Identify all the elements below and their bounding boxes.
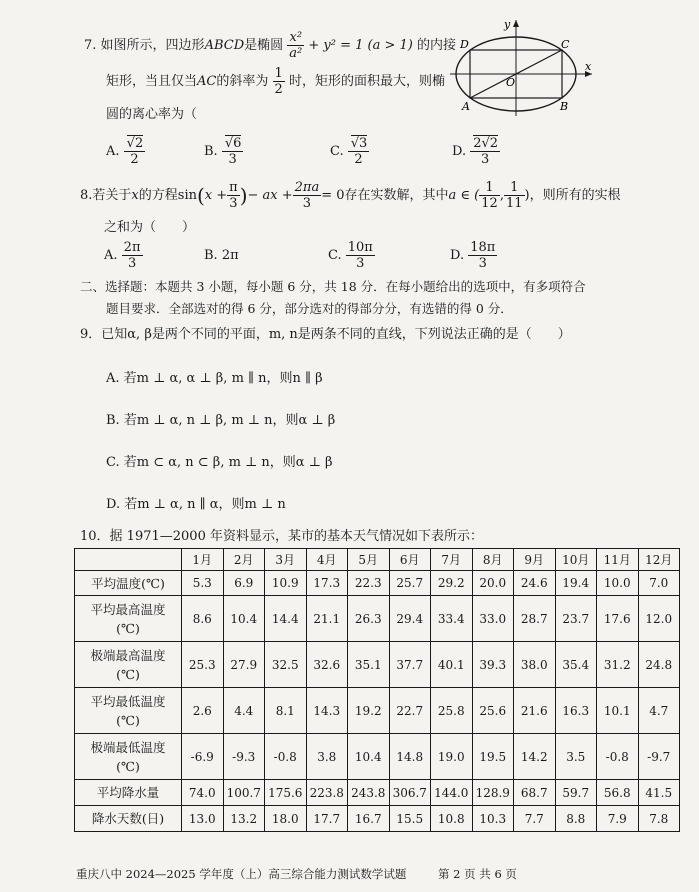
table-cell: 8.6 (182, 596, 224, 642)
table-cell: 19.0 (431, 734, 473, 780)
table-cell: 175.6 (265, 780, 307, 806)
table-cell: 10.1 (597, 688, 639, 734)
table-cell: 14.3 (306, 688, 348, 734)
table-cell: 16.3 (555, 688, 597, 734)
table-cell: 39.3 (472, 642, 514, 688)
table-cell: 6.9 (223, 571, 265, 596)
q8-option-a: A. $\frac{2\pi}{3}$ (104, 240, 141, 271)
table-cell: 25.6 (472, 688, 514, 734)
table-cell: 13.2 (223, 806, 265, 832)
label-x: x (585, 60, 592, 73)
table-row (75, 780, 680, 806)
q7-line3: 圆的离心率为（ (106, 107, 198, 122)
table-cell: -6.9 (182, 734, 224, 780)
q7-line2: 矩形，当且仅当AC的斜率为 $\frac{1}{2}$ 时，矩形的面积最大，则椭 (106, 66, 445, 97)
table-cell: 10.0 (597, 571, 639, 596)
table-cell: 14.8 (389, 734, 431, 780)
table-row (75, 571, 680, 596)
table-cell: 20.0 (472, 571, 514, 596)
ellipse-figure (446, 14, 596, 120)
q8-line1: 8.若关于x的方程sin(x + $\frac{\pi}{3}$ )− ax + $\frac{2\pi a}{3}$ = 0存在实数解，其中a ∈ ( $\frac{1}{12}$ , $\frac{1}{11}$ )，则所有的实根 (80, 180, 621, 211)
table-row (75, 734, 680, 780)
month-header: 5月 (348, 549, 390, 571)
table-cell: 32.5 (265, 642, 307, 688)
table-cell: 7.8 (638, 806, 680, 832)
table-cell: 68.7 (514, 780, 556, 806)
table-cell: 10.4 (223, 596, 265, 642)
table-cell: 8.8 (555, 806, 597, 832)
month-header: 3月 (265, 549, 307, 571)
row-label (75, 734, 182, 780)
table-cell: 13.0 (182, 806, 224, 832)
row-label-line1: 极端最高温度 (90, 647, 166, 663)
table-cell: 10.8 (431, 806, 473, 832)
label-y: y (504, 18, 511, 31)
q9-option-a: A. 若m ⊥ α, α ⊥ β, m ∥ n，则n ∥ β (106, 371, 323, 386)
month-header: 4月 (306, 549, 348, 571)
month-header: 6月 (389, 549, 431, 571)
page-number: 第 2 页 共 6 页 (438, 867, 517, 881)
table-cell: 223.8 (306, 780, 348, 806)
table-cell: 14.2 (514, 734, 556, 780)
table-cell: 4.4 (223, 688, 265, 734)
table-cell: 100.7 (223, 780, 265, 806)
row-label (75, 571, 182, 596)
table-cell: 24.8 (638, 642, 680, 688)
q8-option-c: C. $\frac{10\pi}{3}$ (328, 240, 373, 271)
q7-option-c: C. $\frac{√3}{2}$ (330, 136, 368, 167)
table-cell: 243.8 (348, 780, 390, 806)
row-label-line1: 降水天数(日) (91, 811, 165, 826)
row-label-line1: 极端最低温度 (90, 739, 166, 755)
table-cell: 38.0 (514, 642, 556, 688)
table-cell: -9.7 (638, 734, 680, 780)
table-cell: 37.7 (389, 642, 431, 688)
table-cell: 21.1 (306, 596, 348, 642)
table-cell: 7.7 (514, 806, 556, 832)
month-header: 1月 (182, 549, 224, 571)
table-cell: 22.7 (389, 688, 431, 734)
label-D: D (460, 38, 469, 51)
row-label (75, 642, 182, 688)
q7-option-a: A. $\frac{√2}{2}$ (106, 136, 144, 167)
table-cell: 21.6 (514, 688, 556, 734)
table-cell: 19.5 (472, 734, 514, 780)
table-cell: 25.3 (182, 642, 224, 688)
table-cell: 59.7 (555, 780, 597, 806)
table-cell: 41.5 (638, 780, 680, 806)
table-cell: 17.3 (306, 571, 348, 596)
q9-option-d: D. 若m ⊥ α, n ∥ α，则m ⊥ n (106, 497, 286, 512)
table-cell: 144.0 (431, 780, 473, 806)
weather-table (74, 548, 680, 832)
q8-option-b: B. 2π (204, 248, 239, 263)
table-cell: 27.9 (223, 642, 265, 688)
table-cell: 3.8 (306, 734, 348, 780)
table-cell: 10.3 (472, 806, 514, 832)
table-cell: 17.7 (306, 806, 348, 832)
row-label-unit: (℃) (116, 666, 140, 682)
month-header: 10月 (555, 549, 597, 571)
month-header: 12月 (638, 549, 680, 571)
table-cell: 5.3 (182, 571, 224, 596)
table-cell: 7.9 (597, 806, 639, 832)
table-header-row (75, 549, 680, 571)
label-O: O (506, 76, 516, 89)
month-header: 11月 (597, 549, 639, 571)
row-label-line1: 平均最高温度 (90, 601, 166, 617)
table-cell: 24.6 (514, 571, 556, 596)
table-cell: 74.0 (182, 780, 224, 806)
table-cell: 14.4 (265, 596, 307, 642)
table-cell: 10.9 (265, 571, 307, 596)
table-cell: -9.3 (223, 734, 265, 780)
row-label-line1: 平均温度(℃) (91, 575, 165, 591)
table-cell: 29.4 (389, 596, 431, 642)
footer-title: 重庆八中 2024—2025 学年度（上）高三综合能力测试数学试题 (76, 867, 407, 881)
table-cell: 2.6 (182, 688, 224, 734)
q8-line2: 之和为（ ） (104, 220, 196, 235)
table-cell: 40.1 (431, 642, 473, 688)
table-cell: 31.2 (597, 642, 639, 688)
label-C: C (561, 38, 570, 51)
q7-line1: 7. 如图所示，四边形ABCD是椭圆 $\frac{\text{x²}}{\text{a²}}$ + y² = 1 (a > 1) 的内接 (84, 30, 457, 61)
table-row (75, 806, 680, 832)
row-label (75, 780, 182, 806)
row-label-line1: 平均最低温度 (90, 693, 166, 709)
table-cell: 19.2 (348, 688, 390, 734)
table-cell: 23.7 (555, 596, 597, 642)
q9-option-c: C. 若m ⊂ α, n ⊂ β, m ⊥ n，则α ⊥ β (106, 455, 333, 470)
table-cell: 7.0 (638, 571, 680, 596)
q7-option-d: D. $\frac{2√2}{3}$ (452, 136, 499, 167)
row-label-unit: (℃) (116, 620, 140, 636)
table-cell: 22.3 (348, 571, 390, 596)
table-cell: 12.0 (638, 596, 680, 642)
row-label (75, 806, 182, 832)
y-axis-arrow (513, 20, 519, 27)
table-cell: 10.4 (348, 734, 390, 780)
table-cell: 26.3 (348, 596, 390, 642)
q9-option-b: B. 若m ⊥ α, n ⊥ β, m ⊥ n，则α ⊥ β (106, 413, 336, 428)
table-row (75, 596, 680, 642)
table-row (75, 688, 680, 734)
q7-option-b: B. $\frac{√6}{3}$ (204, 136, 242, 167)
month-header: 2月 (223, 549, 265, 571)
q10-stem: 10．据 1971—2000 年资料显示，某市的基本天气情况如下表所示： (80, 529, 483, 544)
label-B: B (560, 100, 569, 113)
month-header: 8月 (472, 549, 514, 571)
table-cell: 4.7 (638, 688, 680, 734)
table-cell: 35.1 (348, 642, 390, 688)
table-cell: -0.8 (597, 734, 639, 780)
table-cell: 16.7 (348, 806, 390, 832)
table-cell: 25.7 (389, 571, 431, 596)
table-cell: 28.7 (514, 596, 556, 642)
table-cell: -0.8 (265, 734, 307, 780)
table-cell: 25.8 (431, 688, 473, 734)
table-corner-cell (75, 549, 182, 571)
row-label (75, 596, 182, 642)
row-label-unit: (℃) (116, 712, 140, 728)
table-cell: 3.5 (555, 734, 597, 780)
table-cell: 8.1 (265, 688, 307, 734)
table-cell: 19.4 (555, 571, 597, 596)
ellipse-x-fraction: $\frac{\text{x²}}{\text{a²}}$ (289, 30, 303, 61)
table-cell: 306.7 (389, 780, 431, 806)
slope-fraction: $\frac{1}{2}$ (274, 66, 283, 97)
table-cell: 15.5 (389, 806, 431, 832)
table-row (75, 642, 680, 688)
table-cell: 33.4 (431, 596, 473, 642)
table-cell: 17.6 (597, 596, 639, 642)
table-cell: 29.2 (431, 571, 473, 596)
table-cell: 32.6 (306, 642, 348, 688)
table-cell: 18.0 (265, 806, 307, 832)
table-cell: 33.0 (472, 596, 514, 642)
label-A: A (462, 100, 470, 113)
table-cell: 56.8 (597, 780, 639, 806)
row-label (75, 688, 182, 734)
section2-line1: 二、选择题：本题共 3 小题，每小题 6 分，共 18 分．在每小题给出的选项中，有多项符合 (80, 279, 586, 294)
row-label-unit: (℃) (116, 758, 140, 774)
q8-option-d: D. $\frac{18\pi}{3}$ (450, 240, 496, 271)
q9-stem: 9．已知α, β是两个不同的平面，m, n是两条不同的直线，下列说法正确的是（ ） (80, 327, 571, 342)
section2-line2: 题目要求．全部选对的得 6 分，部分选对的得部分分，有选错的得 0 分． (106, 301, 513, 316)
row-label-line1: 平均降水量 (96, 785, 160, 800)
month-header: 9月 (514, 549, 556, 571)
month-header: 7月 (431, 549, 473, 571)
table-cell: 35.4 (555, 642, 597, 688)
table-cell: 128.9 (472, 780, 514, 806)
